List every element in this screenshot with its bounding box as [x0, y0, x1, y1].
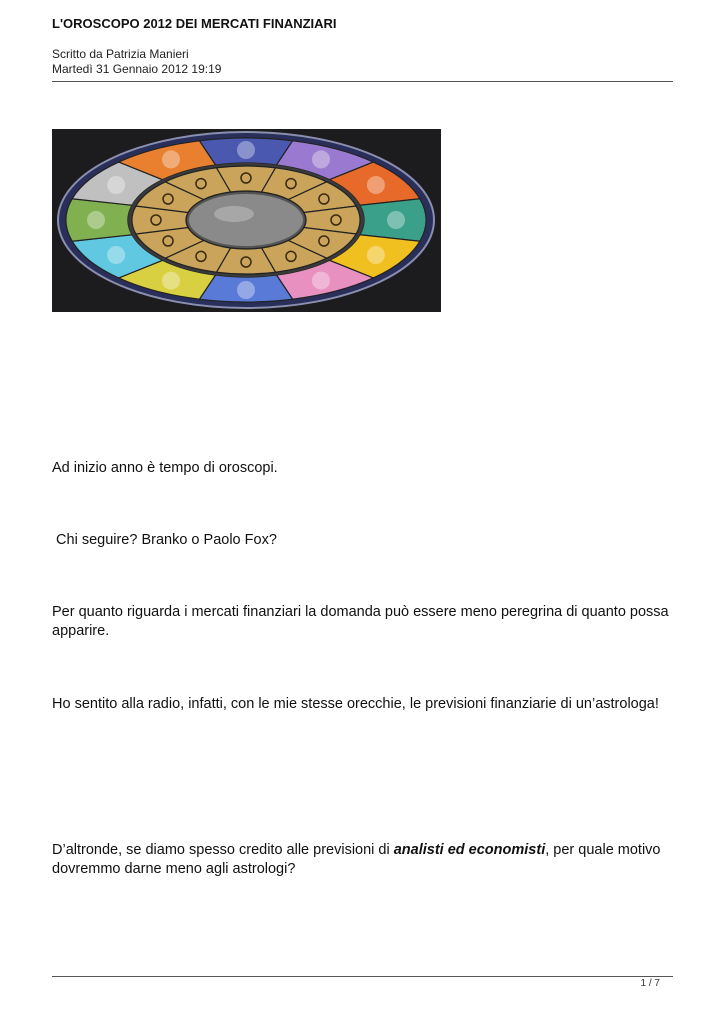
paragraph-1: Ad inizio anno è tempo di oroscopi. [52, 460, 278, 476]
zodiac-wheel-image [52, 129, 441, 312]
paragraph-5-text-a: D’altronde, se diamo spesso credito alle previsioni di [52, 842, 394, 858]
zodiac-figure-icon [107, 246, 125, 264]
paragraph-3: Per quanto riguarda i mercati finanziari la domanda può essere meno peregrina di quanto possa apparire. [52, 604, 669, 639]
article-meta [52, 47, 221, 77]
page-title: L'OROSCOPO 2012 DEI MERCATI FINANZIARI [52, 16, 337, 31]
zodiac-figure-icon [367, 176, 385, 194]
zodiac-figure-icon [367, 246, 385, 264]
paragraph-2: Chi seguire? Branko o Paolo Fox? [52, 532, 277, 548]
zodiac-figure-icon [107, 176, 125, 194]
date-line: Martedì 31 Gennaio 2012 19:19 [52, 62, 222, 76]
zodiac-figure-icon [237, 141, 255, 159]
emphasis-analysts: analisti ed economisti [393, 842, 546, 858]
zodiac-wheel-icon [52, 129, 441, 312]
paragraph-4: Ho sentito alla radio, infatti, con le mie stesse orecchie, le previsioni finanziarie di un’astrologa! [52, 696, 659, 712]
header-divider [52, 81, 673, 82]
zodiac-figure-icon [162, 150, 180, 168]
zodiac-figure-icon [312, 272, 330, 290]
zodiac-figure-icon [237, 281, 255, 299]
author-line: Scritto da Patrizia Manieri [52, 47, 189, 61]
zodiac-figure-icon [387, 211, 405, 229]
footer-divider [52, 976, 673, 977]
paragraph-5-text-b: , per quale motivo dovremmo darne meno agli astrologi? [52, 842, 661, 877]
page-number: 1 / 7 [640, 978, 660, 989]
paragraph-5 [52, 841, 677, 879]
zodiac-figure-icon [162, 272, 180, 290]
zodiac-figure-icon [87, 211, 105, 229]
zodiac-figure-icon [312, 150, 330, 168]
moon-highlight [214, 206, 254, 222]
